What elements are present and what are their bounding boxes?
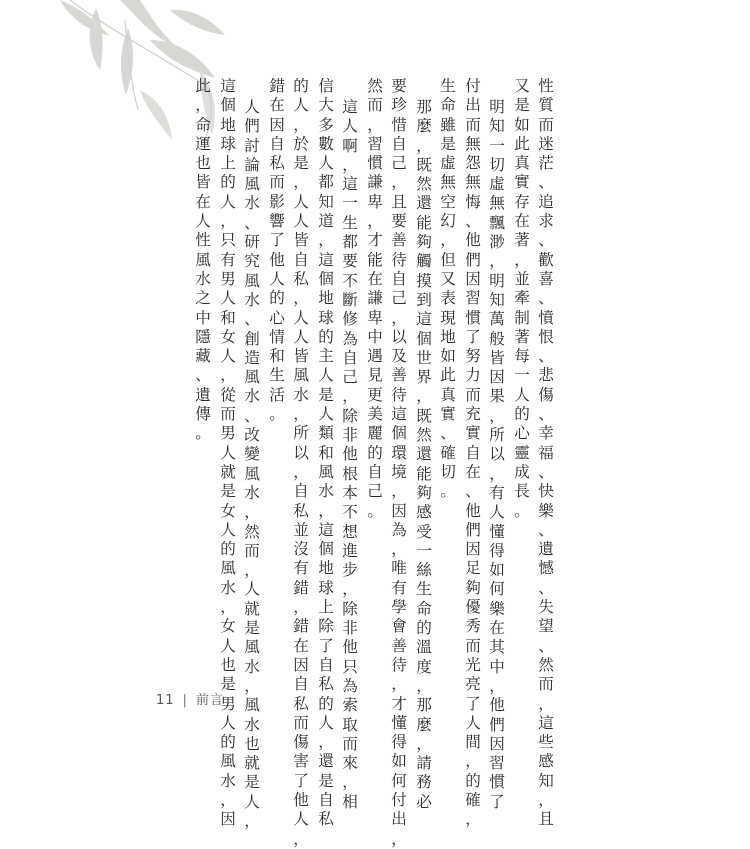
text-column-7: 要 珍 惜 自 己 ， 且 要 善 待 自 己 ， 以 及 善 待 這 個 環 境 ， 因 為 ， 唯 有 學 會 善 待 ， 才 懂 得 如 何 付 出 ， xyxy=(391,77,407,848)
text-column-5: 生 命 雖 是 虛 無 空 幻 ， 但 又 表 現 地 如 此 真 實 、 確 切 。 xyxy=(440,77,456,501)
text-column-9: 這 人 啊 ， 這 一 生 都 要 不 斷 修 為 自 己 ， 除 非 他 根 本 不 想 進 步 ， 除 非 他 只 為 索 取 而 來 ， 相 xyxy=(342,98,358,811)
text-column-14: 這 個 地 球 上 的 人 ， 只 有 男 人 和 女 人 ， 從 而 男 人 就 是 女 人 的 風 水 ， 女 人 也 是 男 人 的 風 水 ， 因 xyxy=(220,77,236,829)
text-column-6: 那 麼 ， 既 然 還 能 夠 觸 摸 到 這 個 世 界 ， 既 然 還 能 夠 感 受 一 絲 生 命 的 溫 度 ， 那 麼 ， 請 務 必 xyxy=(416,98,432,811)
text-column-1: 性 質 而 迷 茫 、 追 求 、 歡 喜 、 憤 恨 、 悲 傷 、 幸 福 、 快 樂 、 遺 憾 、 失 望 、 然 而 ， 這 些 感 知 ， 且 xyxy=(538,77,554,829)
text-column-15: 此 ， 命 運 也 皆 在 人 性 風 水 之 中 隱 藏 、 遺 傳 。 xyxy=(195,77,211,443)
page-number: 11 xyxy=(156,693,175,708)
text-column-12: 錯 在 因 自 私 而 影 響 了 他 人 的 心 情 和 生 活 。 xyxy=(269,77,285,424)
page-footer xyxy=(156,689,224,708)
section-title: 前言 xyxy=(195,693,224,708)
text-column-10: 信 大 多 數 人 都 知 道 ， 這 個 地 球 的 主 人 是 人 類 和 風 水 ， 這 個 地 球 上 除 了 自 私 的 人 ， 還 是 自 私 xyxy=(318,77,334,829)
text-column-2: 又 是 如 此 真 實 存 在 著 ， 並 牽 制 著 每 一 人 的 心 靈 成 長 。 xyxy=(514,77,530,520)
text-column-13: 人 們 討 論 風 水 、 研 究 風 水 、 創 造 風 水 、 改 變 風 水 ， 然 而 ， 人 就 是 風 水 ， 風 水 也 就 是 人 ， xyxy=(244,98,260,830)
text-column-8: 然 而 ， 習 慣 謙 卑 ， 才 能 在 謙 卑 中 遇 見 更 美 麗 的 自 己 。 xyxy=(367,77,383,520)
footer-separator: | xyxy=(182,693,188,708)
text-column-3: 明 知 一 切 虛 無 飄 渺 ， 明 知 萬 般 皆 因 果 ， 所 以 ， 有 人 懂 得 如 何 樂 在 其 中 ， 他 們 因 習 慣 了 xyxy=(489,98,505,811)
text-column-4: 付 出 而 無 怨 無 悔 、 他 們 因 習 慣 了 努 力 而 充 實 自 在 、 他 們 因 足 夠 優 秀 而 光 亮 了 人 間 ， 的 確 ， xyxy=(465,77,481,829)
text-column-11: 的 人 ， 於 是 ， 人 人 皆 自 私 ， 人 人 皆 風 水 ， 所 以 ， 自 私 並 沒 有 錯 ， 錯 在 因 自 私 而 傷 害 了 他 人 ， xyxy=(293,77,309,848)
